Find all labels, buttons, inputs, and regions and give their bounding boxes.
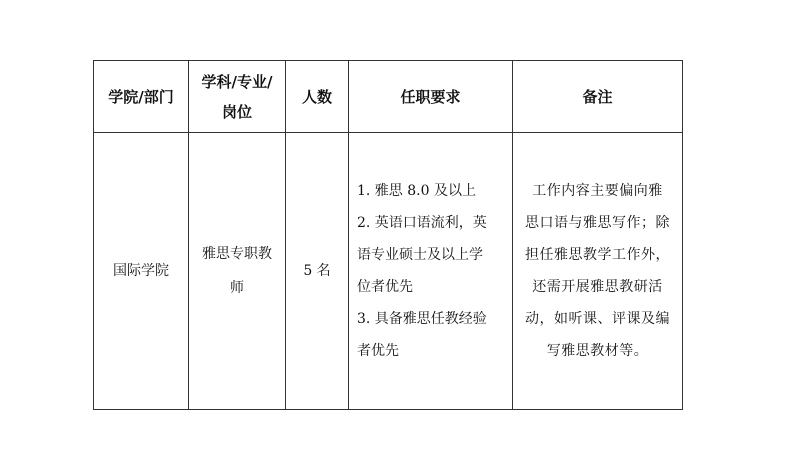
note-line: 工作内容主要偏向雅 <box>532 183 663 199</box>
cell-major-line1: 雅思专职教 <box>202 246 272 262</box>
table-header-row <box>94 61 683 133</box>
header-major <box>189 61 286 133</box>
note-line: 还需开展雅思教研活 <box>532 279 663 295</box>
requirement-line: 2. 英语口语流利，英 <box>357 215 487 231</box>
recruitment-table <box>93 60 683 410</box>
note-line: 担任雅思教学工作外， <box>525 247 670 263</box>
requirement-line: 3. 具备雅思任教经验 <box>357 311 487 327</box>
header-count: 人数 <box>286 61 349 133</box>
note-line: 思口语与雅思写作；除 <box>525 215 670 231</box>
header-requirements: 任职要求 <box>349 61 513 133</box>
note-line: 动，如听课、评课及编 <box>525 311 670 327</box>
cell-notes <box>513 133 683 410</box>
header-major-line1: 学科/专业/ <box>201 72 273 91</box>
header-notes: 备注 <box>513 61 683 133</box>
cell-major <box>189 133 286 410</box>
requirement-line: 者优先 <box>357 343 399 359</box>
note-line: 写雅思教材等。 <box>546 343 649 359</box>
requirement-line: 语专业硕士及以上学 <box>357 247 483 263</box>
cell-requirements <box>349 133 513 410</box>
cell-dept: 国际学院 <box>94 133 189 410</box>
requirement-line: 1. 雅思 8.0 及以上 <box>357 183 476 199</box>
cell-count: 5 名 <box>286 133 349 410</box>
cell-major-line2: 师 <box>230 280 244 296</box>
requirement-line: 位者优先 <box>357 279 413 295</box>
table-row <box>94 133 683 410</box>
header-major-line2: 岗位 <box>221 102 252 121</box>
header-dept: 学院/部门 <box>94 61 189 133</box>
